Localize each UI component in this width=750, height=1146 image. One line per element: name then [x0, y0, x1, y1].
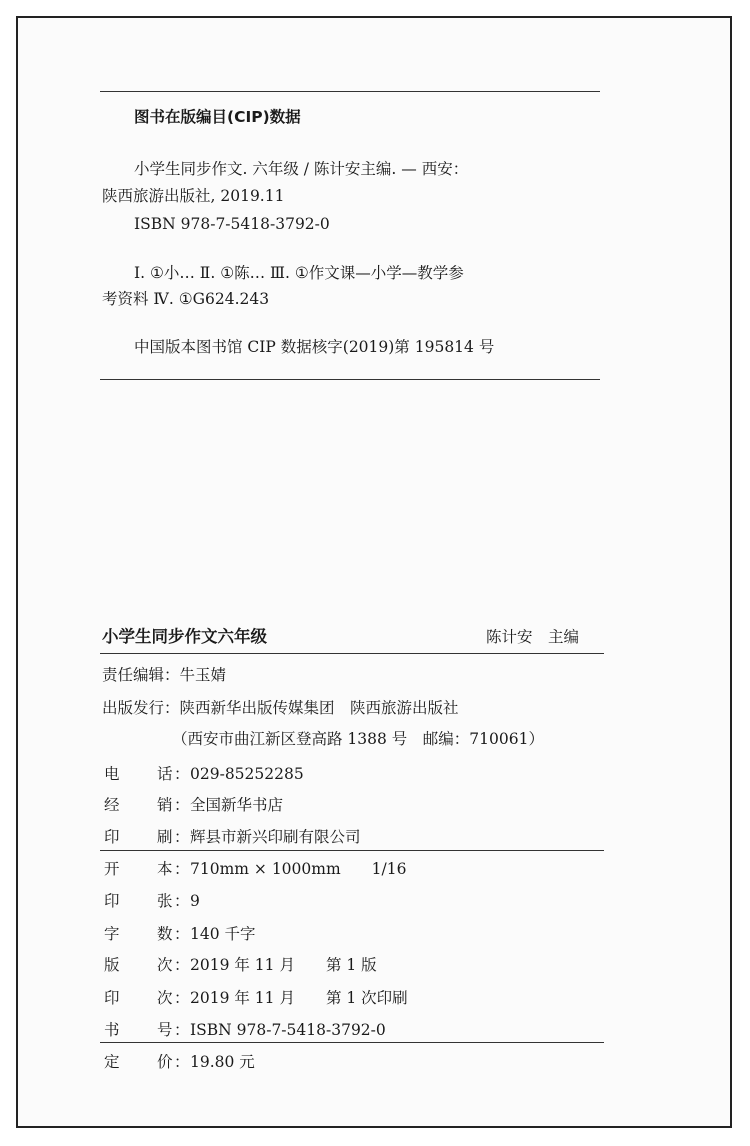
cip-heading: 图书在版编目(CIP)数据 [134, 108, 301, 126]
price-value: 19.80 元 [190, 1053, 255, 1071]
cip-bottom-rule [100, 379, 600, 380]
publisher-label: 出版发行 [102, 699, 165, 717]
format-value: 710mm × 1000mm 1/16 [190, 860, 407, 878]
cip-class-line-1: Ⅰ. ①小… Ⅱ. ①陈… Ⅲ. ①作文课—小学—教学参 [134, 264, 464, 282]
cip-verification: 中国版本图书馆 CIP 数据核字(2019)第 195814 号 [134, 338, 495, 356]
printing-value: 2019 年 11 月 第 1 次印刷 [190, 989, 408, 1007]
publisher-value: 陕西新华出版传媒集团 陕西旅游出版社 [179, 699, 459, 717]
cip-class-line-2: 考资料 Ⅳ. ①G624.243 [102, 290, 270, 308]
copyright-page: 图书在版编目(CIP)数据 小学生同步作文. 六年级 / 陈计安主编. — 西安： 陕西旅游出版社, 2019.11 ISBN 978-7-5418-3792-0 Ⅰ. ①小… Ⅱ. ①陈… Ⅲ. ①作文课—小学—教学参 考资料 Ⅳ. ①G624.243 中国版本图书馆 CIP 数据核字(2019)第 195814 号 小学生同步作文六年级 陈计安 主编 责任编辑：牛玉婧 出版发行：陕西新华出版传媒集团 陕西旅游出版社 （西安市曲江新区登高路 1388 号 邮编：710061） 电 话 ： 029-85252285 经 销 ： 全国新华书店 印 刷 ： 辉县市新兴印刷有限公司 开 本 ： 710mm × 1000mm 1/16 印 张 ： 9 字 数 ： 140 千字 版 次 ： 2019 年 11 月 第 1 版 印 次 ： 2019 年 11 月 第 1 次印刷 书 号 ： ISBN 978-7-5418-3792-0 定 价 ： 19.80 元 [16, 16, 732, 1128]
book-editor: 陈计安 主编 [486, 628, 580, 646]
printer-value: 辉县市新兴印刷有限公司 [190, 828, 361, 846]
colophon-middle-rule [100, 850, 604, 851]
responsible-editor-value: 牛玉婧 [179, 666, 227, 684]
word-count-value: 140 千字 [190, 925, 256, 943]
sheets-value: 9 [190, 892, 200, 910]
cip-top-rule [100, 91, 600, 92]
publisher-address: （西安市曲江新区登高路 1388 号 邮编：710061） [172, 730, 544, 748]
cip-line-1: 小学生同步作文. 六年级 / 陈计安主编. — 西安： [134, 160, 469, 178]
colophon-bottom-rule [100, 1042, 604, 1043]
colophon-top-rule [100, 653, 604, 654]
book-title: 小学生同步作文六年级 [102, 627, 267, 646]
publisher: 出版发行：陕西新华出版传媒集团 陕西旅游出版社 [102, 699, 459, 717]
cip-line-2: 陕西旅游出版社, 2019.11 [102, 187, 285, 205]
cip-isbn: ISBN 978-7-5418-3792-0 [134, 215, 330, 233]
distributor-value: 全国新华书店 [190, 796, 284, 814]
responsible-editor: 责任编辑：牛玉婧 [102, 666, 227, 684]
edition-value: 2019 年 11 月 第 1 版 [190, 956, 377, 974]
isbn-value: ISBN 978-7-5418-3792-0 [190, 1021, 386, 1039]
phone-value: 029-85252285 [190, 765, 304, 783]
responsible-editor-label: 责任编辑 [102, 666, 165, 684]
